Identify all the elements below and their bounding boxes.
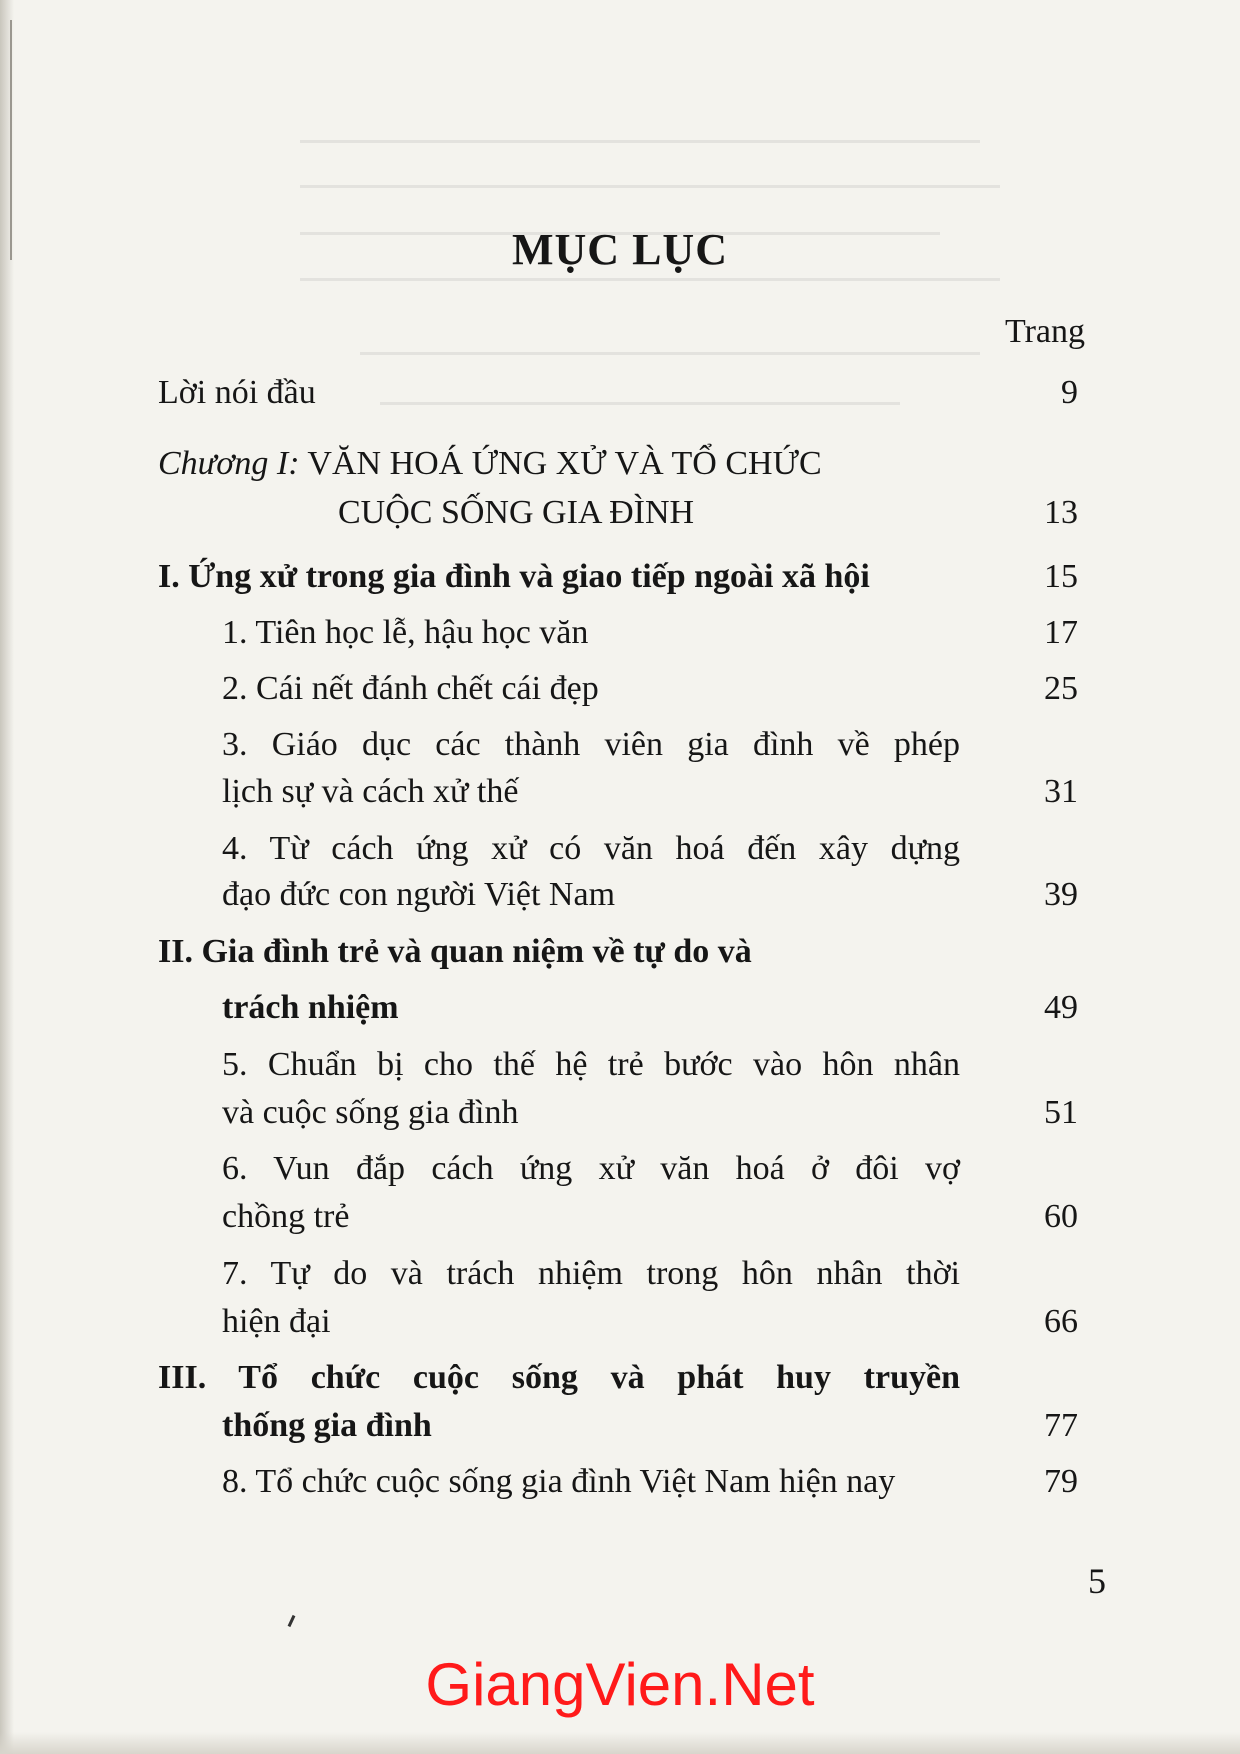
toc-item-3-line-1: 3. Giáo dục các thành viên gia đình về phép	[222, 726, 960, 763]
toc-item-5-line-1: 5. Chuẩn bị cho thế hệ trẻ bước vào hôn nhân	[222, 1046, 960, 1083]
chapter-title-line-2: CUỘC SỐNG GIA ĐÌNH	[338, 494, 695, 531]
toc-page-number: 77	[1044, 1407, 1078, 1444]
toc-item-2: 2. Cái nết đánh chết cái đẹp	[222, 670, 599, 707]
toc-page-number: 39	[1044, 876, 1078, 913]
page-number: 5	[1088, 1561, 1106, 1601]
toc-page-number: 51	[1044, 1094, 1078, 1131]
toc-entry-preface	[158, 372, 316, 414]
chapter-title-line-1: VĂN HOÁ ỨNG XỬ VÀ TỔ CHỨC	[307, 445, 822, 482]
toc-page-number: 60	[1044, 1198, 1078, 1235]
toc-entry-text: Lời nói đầu	[158, 374, 316, 411]
toc-section-3-line-1: III. Tổ chức cuộc sống và phát huy truyền	[158, 1359, 960, 1396]
page-column-header: Trang	[1005, 313, 1085, 350]
toc-entry-chapter-1	[158, 443, 822, 485]
toc-page-number: 25	[1044, 670, 1078, 707]
toc-page-number: 17	[1044, 614, 1078, 651]
toc-item-5-line-2: và cuộc sống gia đình	[222, 1094, 519, 1131]
watermark: GiangVien.Net	[425, 1651, 815, 1718]
toc-item-4-line-2: đạo đức con người Việt Nam	[222, 876, 616, 913]
toc-section-2-line-1: II. Gia đình trẻ và quan niệm về tự do và	[158, 933, 752, 970]
toc-item-6-line-2: chồng trẻ	[222, 1198, 350, 1235]
chapter-label: Chương I:	[158, 445, 300, 482]
toc-item-3-line-2: lịch sự và cách xử thế	[222, 773, 519, 810]
toc-section-2-line-2: trách nhiệm	[222, 989, 399, 1026]
bleed-through-line	[380, 402, 900, 405]
page-bottom-shadow	[0, 1732, 1240, 1754]
toc-page-number: 15	[1044, 558, 1078, 595]
bleed-through-line	[300, 185, 1000, 188]
toc-item-8: 8. Tổ chức cuộc sống gia đình Việt Nam hiện nay	[222, 1463, 896, 1500]
toc-page-number: 49	[1044, 989, 1078, 1026]
toc-section-1: I. Ứng xử trong gia đình và giao tiếp ngoài xã hội	[158, 558, 870, 595]
toc-item-1: 1. Tiên học lễ, hậu học văn	[222, 614, 589, 651]
toc-page-number: 9	[1061, 374, 1078, 411]
toc-section-3-line-2: thống gia đình	[222, 1407, 432, 1444]
toc-page-number: 13	[1044, 494, 1078, 531]
toc-item-4-line-1: 4. Từ cách ứng xử có văn hoá đến xây dựng	[222, 830, 960, 867]
bleed-through-line	[300, 278, 1000, 281]
toc-item-7-line-1: 7. Tự do và trách nhiệm trong hôn nhân thời	[222, 1255, 960, 1292]
toc-item-7-line-2: hiện đại	[222, 1303, 331, 1340]
page-title: MỤC LỤC	[512, 225, 728, 274]
ink-speck	[288, 1615, 296, 1627]
bleed-through-line	[360, 352, 980, 355]
toc-page-number: 66	[1044, 1303, 1078, 1340]
toc-page-number: 79	[1044, 1463, 1078, 1500]
toc-page-number: 31	[1044, 773, 1078, 810]
bleed-through-line	[300, 140, 980, 143]
toc-item-6-line-1: 6. Vun đắp cách ứng xử văn hoá ở đôi vợ	[222, 1150, 960, 1187]
